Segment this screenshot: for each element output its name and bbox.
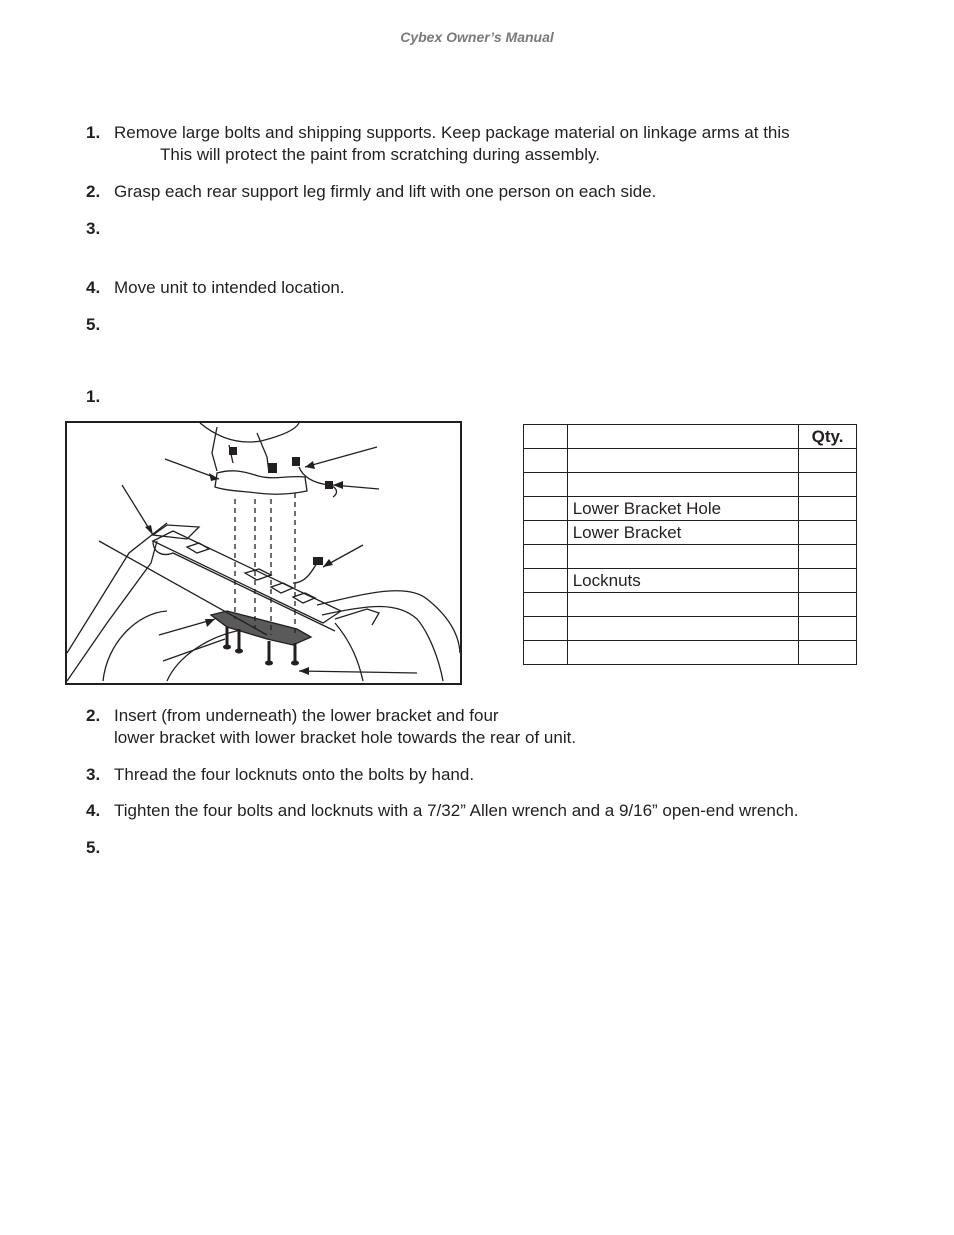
cell-description: Lower Bracket Hole	[567, 497, 798, 521]
leader-line	[305, 447, 377, 467]
arrowhead	[305, 461, 315, 469]
cell-item	[524, 593, 568, 617]
cell-qty	[799, 497, 857, 521]
step-number: 5.	[86, 315, 101, 334]
table-row	[524, 521, 857, 545]
locknut	[292, 457, 300, 466]
table-row	[524, 593, 857, 617]
cell-description	[567, 641, 798, 665]
step-text: Grasp each rear support leg firmly and lift with one person on each side.	[114, 182, 657, 201]
bolt-head	[235, 649, 243, 654]
table-row	[524, 617, 857, 641]
step-number: 3.	[86, 765, 101, 784]
step-text: Thread the four locknuts onto the bolts by hand.	[114, 765, 475, 784]
leader-line	[163, 639, 225, 661]
upper-bracket	[215, 471, 307, 494]
step-number: 3.	[86, 219, 101, 238]
step-text: Tighten the four bolts and locknuts with a 7/32” Allen wrench and a 9/16” open-end wrench.	[114, 801, 799, 820]
cell-item	[524, 641, 568, 665]
table-header-row	[524, 425, 857, 449]
cell-qty	[799, 521, 857, 545]
table-row	[524, 473, 857, 497]
cell-qty	[799, 545, 857, 569]
arrowhead	[205, 619, 215, 627]
cable	[293, 563, 317, 583]
header-qty: Qty.	[799, 425, 857, 449]
table-row	[524, 545, 857, 569]
cell-qty	[799, 569, 857, 593]
cell-item	[524, 569, 568, 593]
arrowhead	[145, 525, 153, 535]
cell-qty	[799, 617, 857, 641]
bolt-head	[223, 645, 231, 650]
cell-qty	[799, 641, 857, 665]
table-row	[524, 641, 857, 665]
cell-item	[524, 521, 568, 545]
header-description	[567, 425, 798, 449]
cell-description: Lower Bracket	[567, 521, 798, 545]
cell-item	[524, 545, 568, 569]
bolt-head	[291, 661, 299, 666]
connector	[313, 557, 323, 565]
locknut	[229, 447, 237, 455]
locknut	[268, 463, 277, 473]
cell-item	[524, 497, 568, 521]
step-text-continued: lower bracket with lower bracket hole towards the rear of unit.	[114, 728, 577, 747]
cell-description	[567, 593, 798, 617]
cell-qty	[799, 473, 857, 497]
cell-item	[524, 617, 568, 641]
bolt-head	[265, 661, 273, 666]
step-text: Move unit to intended location.	[114, 278, 345, 297]
assembly-drawing	[67, 423, 460, 683]
cell-item	[524, 473, 568, 497]
main-beam	[153, 531, 341, 623]
header-item	[524, 425, 568, 449]
leader-line	[299, 671, 417, 673]
step-number: 1.	[86, 123, 101, 142]
assembly-illustration	[65, 421, 462, 685]
page-header: Cybex Owner’s Manual	[400, 29, 554, 45]
step-number: 4.	[86, 801, 101, 820]
step-text: Remove large bolts and shipping supports. Keep package material on linkage arms at this	[114, 123, 790, 142]
table-row	[524, 497, 857, 521]
step-number: 1.	[86, 387, 101, 406]
beam-slot	[271, 583, 293, 593]
table-row	[524, 569, 857, 593]
beam-slot	[293, 593, 315, 603]
table-row	[524, 449, 857, 473]
frame-outline	[103, 611, 167, 681]
frame-outline	[67, 523, 167, 653]
connector	[325, 481, 333, 489]
beam-slot	[245, 569, 271, 580]
step-text: Insert (from underneath) the lower bracket and four	[114, 706, 499, 725]
arrowhead	[299, 667, 309, 675]
cell-description: Locknuts	[567, 569, 798, 593]
frame-outline	[67, 541, 157, 681]
beam-slot	[187, 543, 209, 553]
arrowhead	[323, 559, 333, 567]
step-number: 4.	[86, 278, 101, 297]
cell-qty	[799, 593, 857, 617]
cell-description	[567, 449, 798, 473]
parts-table	[523, 424, 857, 665]
step-number: 2.	[86, 706, 101, 725]
step-number: 2.	[86, 182, 101, 201]
step-number: 5.	[86, 838, 101, 857]
cell-description	[567, 473, 798, 497]
shroud-outline	[317, 591, 460, 653]
arrowhead	[209, 473, 219, 481]
cell-description	[567, 617, 798, 641]
step-text-continued: This will protect the paint from scratching during assembly.	[160, 145, 600, 164]
cell-item	[524, 449, 568, 473]
cell-qty	[799, 449, 857, 473]
cell-description	[567, 545, 798, 569]
